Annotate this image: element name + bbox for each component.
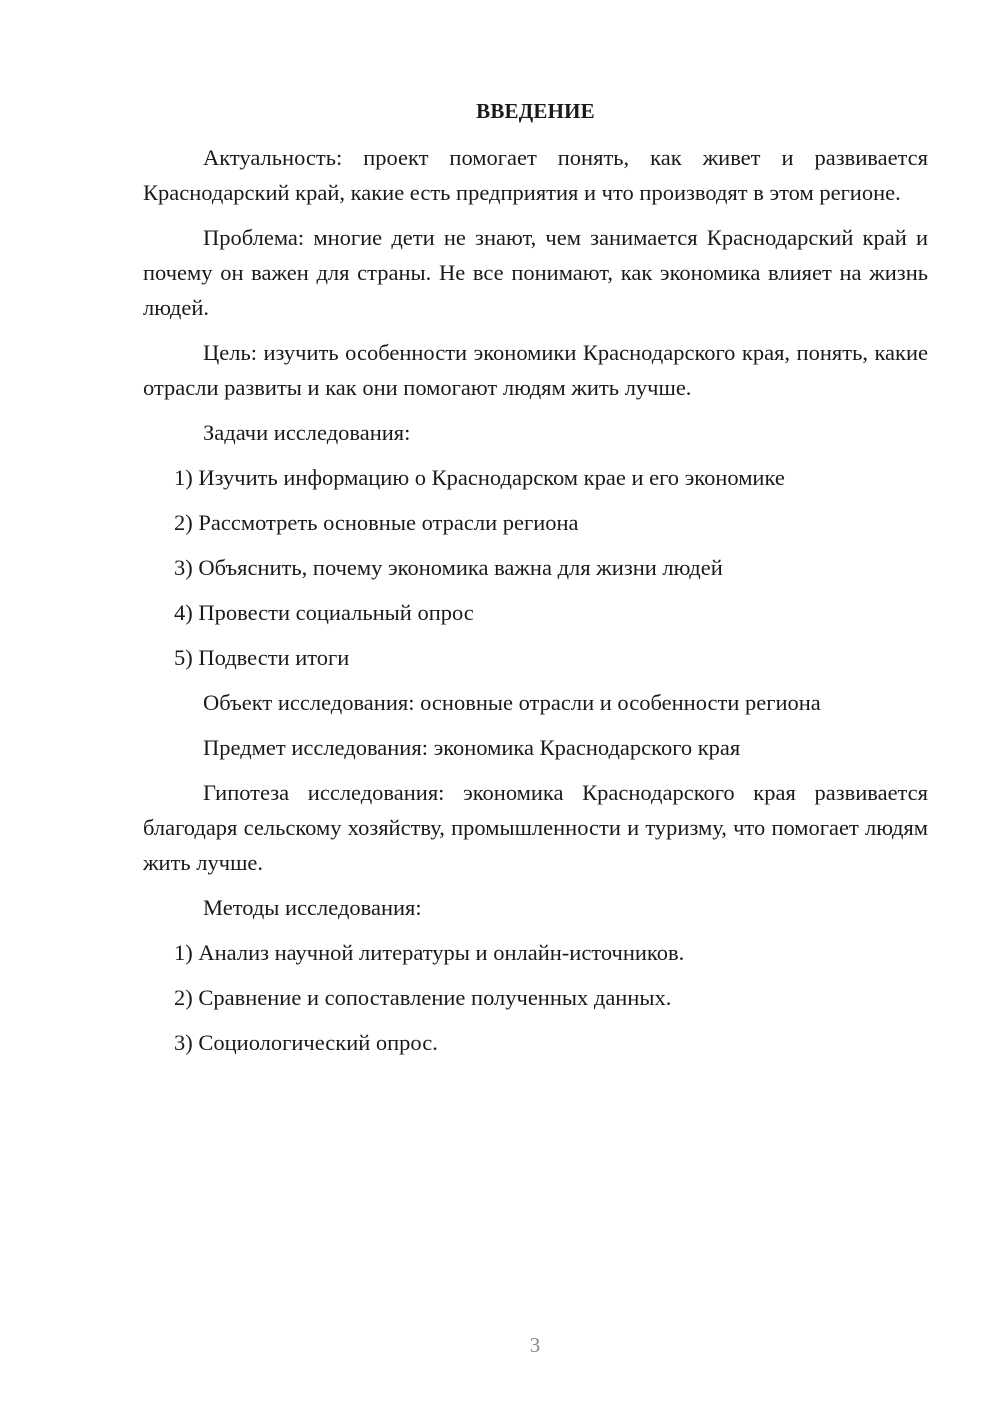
relevance-paragraph: Актуальность: проект помогает понять, как живет и развивается Краснодарский край, какие есть предприятия и что производят в этом регионе. bbox=[143, 145, 928, 205]
methods-heading: Методы исследования: bbox=[203, 895, 422, 920]
goal-paragraph: Цель: изучить особенности экономики Краснодарского края, понять, какие отрасли развиты и как они помогают людям жить лучше. bbox=[143, 340, 928, 400]
section-title: ВВЕДЕНИЕ bbox=[476, 99, 595, 123]
method-item: 2) Сравнение и сопоставление полученных данных. bbox=[174, 985, 672, 1010]
task-item: 1) Изучить информацию о Краснодарском крае и его экономике bbox=[174, 465, 785, 490]
document-body bbox=[143, 96, 928, 1070]
research-subject: Предмет исследования: экономика Краснодарского края bbox=[203, 735, 741, 760]
page-number: 3 bbox=[529, 1333, 541, 1357]
task-item: 3) Объяснить, почему экономика важна для жизни людей bbox=[174, 555, 723, 580]
method-item: 1) Анализ научной литературы и онлайн-источников. bbox=[174, 940, 685, 965]
task-item: 5) Подвести итоги bbox=[174, 645, 350, 670]
method-item: 3) Социологический опрос. bbox=[174, 1030, 438, 1055]
hypothesis-paragraph: Гипотеза исследования: экономика Краснодарского края развивается благодаря сельскому хозяйству, промышленности и туризму, что помогает людям жить лучше. bbox=[143, 780, 928, 875]
problem-paragraph: Проблема: многие дети не знают, чем занимается Краснодарский край и почему он важен для страны. Не все понимают, как экономика влияет на жизнь людей. bbox=[143, 225, 928, 320]
task-item: 2) Рассмотреть основные отрасли региона bbox=[174, 510, 579, 535]
task-item: 4) Провести социальный опрос bbox=[174, 600, 474, 625]
research-object: Объект исследования: основные отрасли и особенности региона bbox=[203, 690, 821, 715]
tasks-heading: Задачи исследования: bbox=[203, 420, 411, 445]
